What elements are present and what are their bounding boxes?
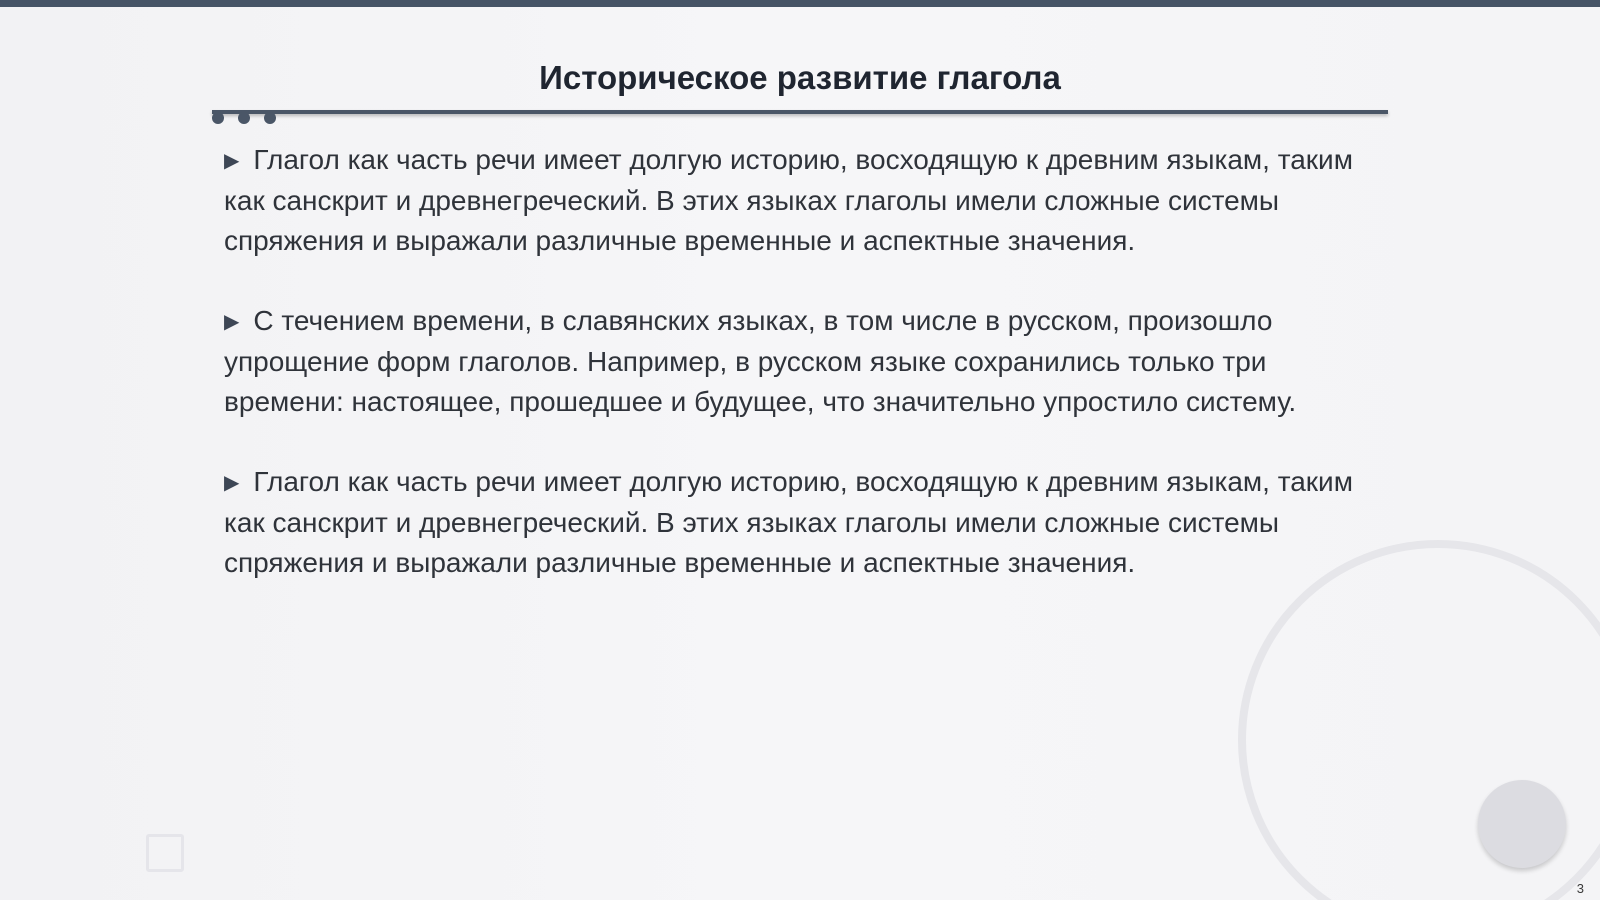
decor-dot-2 (238, 112, 250, 124)
bullet-text: Глагол как часть речи имеет долгую историю, восходящую к древним языкам, таким как санскрит и древнегреческий. В этих языках глаголы имели сложные системы спряжения и выражали различные временные и аспектные значения. (224, 466, 1353, 578)
bullet-text: С течением времени, в славянских языках, в том числе в русском, произошло упрощение форм глаголов. Например, в русском языке сохранились только три времени: настоящее, прошедшее и будущее, что значительно упростило систему. (224, 305, 1297, 417)
decor-dot-3 (264, 112, 276, 124)
triangle-bullet-icon: ▶ (224, 472, 240, 494)
title-underline (212, 110, 1388, 114)
bullet-item (224, 140, 1384, 261)
bullet-item (224, 301, 1384, 422)
decor-circle (1478, 780, 1566, 868)
bullet-list (224, 140, 1384, 623)
bullet-item (224, 462, 1384, 583)
triangle-bullet-icon: ▶ (224, 150, 240, 172)
slide-number: 3 (1576, 881, 1584, 896)
slide-title: Историческое развитие глагола (539, 59, 1061, 96)
decor-dot-1 (212, 112, 224, 124)
top-accent-bar (0, 0, 1600, 7)
triangle-bullet-icon: ▶ (224, 311, 240, 333)
decor-square (146, 834, 184, 872)
bullet-text: Глагол как часть речи имеет долгую историю, восходящую к древним языкам, таким как санскрит и древнегреческий. В этих языках глаголы имели сложные системы спряжения и выражали различные временные и аспектные значения. (224, 144, 1353, 256)
